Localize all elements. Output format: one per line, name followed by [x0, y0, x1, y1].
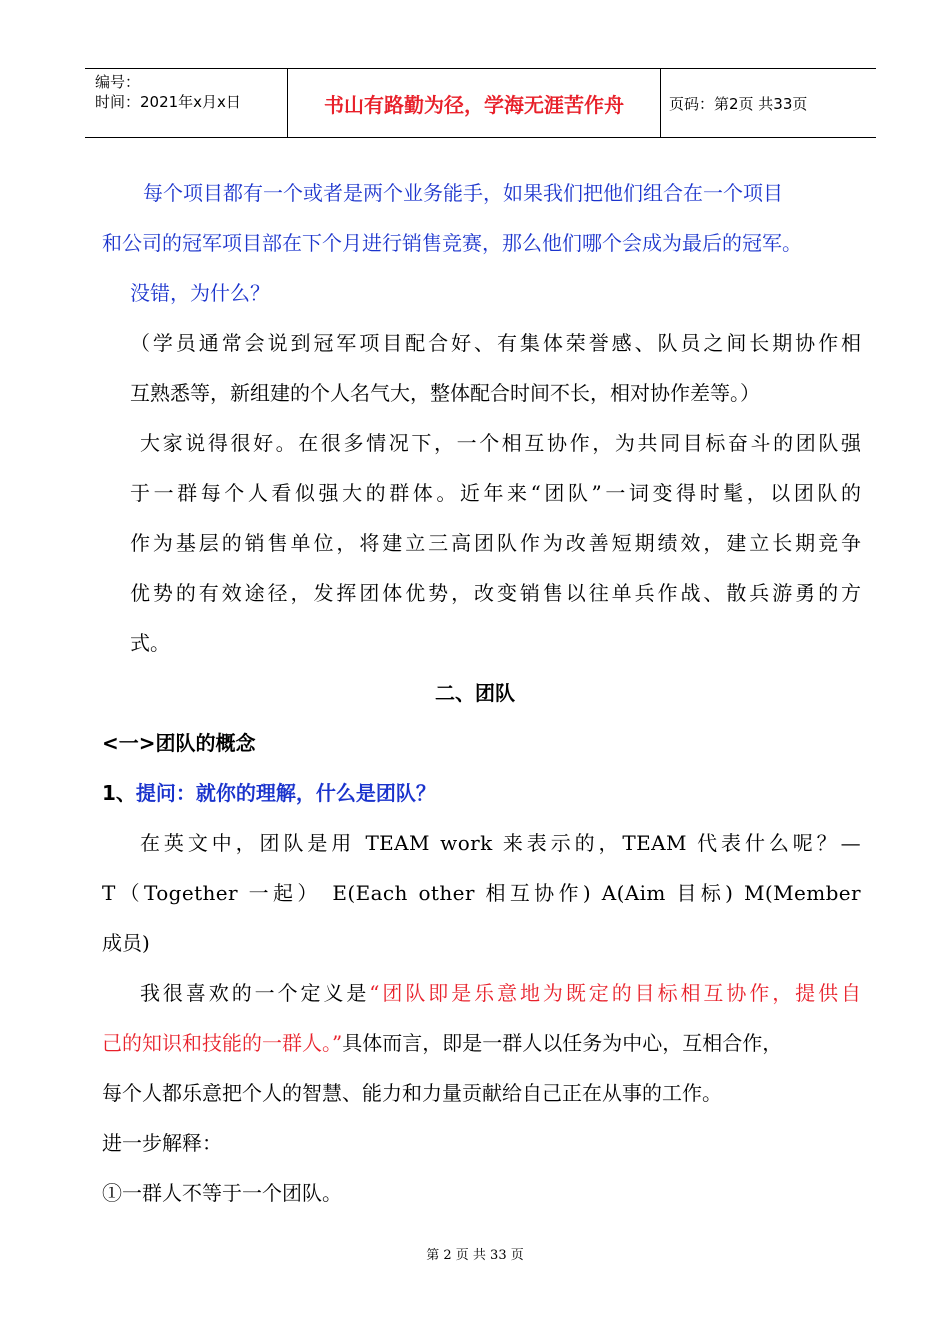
paragraph-line: 每个项目都有一个或者是两个业务能手，如果我们把他们组合在一个项目	[143, 181, 783, 205]
paragraph-line: T（Together 一起） E(Each other 相互协作) A(Aim 目标) M(Member	[102, 881, 861, 905]
header-motto-cell	[288, 69, 661, 137]
header-time-label: 时间：2021年x月x日	[95, 93, 241, 111]
definition-explanation: 具体而言，即是一群人以任务为中心，互相合作，	[342, 1031, 783, 1055]
page-footer: 第 2 页 共 33 页	[426, 1248, 524, 1263]
subsection-title: <一>团队的概念	[102, 731, 256, 755]
section-title: 二、团队	[435, 681, 515, 705]
paragraph-line: 成员)	[102, 931, 150, 955]
paragraph-line: 和公司的冠军项目部在下个月进行销售竞赛，那么他们哪个会成为最后的冠军。	[102, 231, 802, 255]
paragraph-line: 作为基层的销售单位，将建立三高团队作为改善短期绩效，建立长期竞争	[130, 531, 861, 555]
paragraph-line: 式。	[130, 631, 170, 655]
paragraph-line: 于一群每个人看似强大的群体。近年来“团队”一词变得时髦，以团队的	[130, 481, 861, 505]
definition-intro: 我很喜欢的一个定义是	[140, 981, 370, 1005]
header-motto: 书山有路勤为径，学海无涯苦作舟	[324, 92, 624, 117]
paragraph-line: 进一步解释：	[102, 1131, 222, 1155]
paragraph-line: ①一群人不等于一个团队。	[102, 1181, 342, 1205]
page-header	[85, 68, 876, 138]
paragraph-line: 没错，为什么？	[130, 281, 270, 305]
header-page-info: 页码：第2页 共33页	[669, 94, 808, 113]
paragraph-line: 每个人都乐意把个人的智慧、能力和力量贡献给自己正在从事的工作。	[102, 1081, 722, 1105]
header-page-cell	[661, 69, 876, 137]
paragraph-line: 优势的有效途径，发挥团体优势，改变销售以往单兵作战、散兵游勇的方	[130, 581, 861, 605]
paragraph-line	[102, 1028, 872, 1058]
question-text: 提问：就你的理解，什么是团队？	[135, 781, 436, 805]
paragraph-line: （学员通常会说到冠军项目配合好、有集体荣誉感、队员之间长期协作相	[130, 331, 861, 355]
paragraph-line	[140, 978, 861, 1008]
question-number: 1、	[102, 781, 136, 805]
header-number-label: 编号：	[95, 73, 141, 91]
paragraph-line: 大家说得很好。在很多情况下，一个相互协作，为共同目标奋斗的团队强	[140, 431, 861, 455]
paragraph-line: 互熟悉等，新组建的个人名气大，整体配合时间不长，相对协作差等。）	[130, 381, 760, 405]
header-meta-cell	[85, 69, 288, 137]
definition-quote: “团队即是乐意地为既定的目标相互协作，提供自	[369, 981, 861, 1005]
definition-quote: 己的知识和技能的一群人。”	[102, 1031, 343, 1055]
paragraph-line: 在英文中，团队是用 TEAM work 来表示的，TEAM 代表什么呢？—	[140, 831, 861, 855]
question-heading	[102, 778, 872, 808]
